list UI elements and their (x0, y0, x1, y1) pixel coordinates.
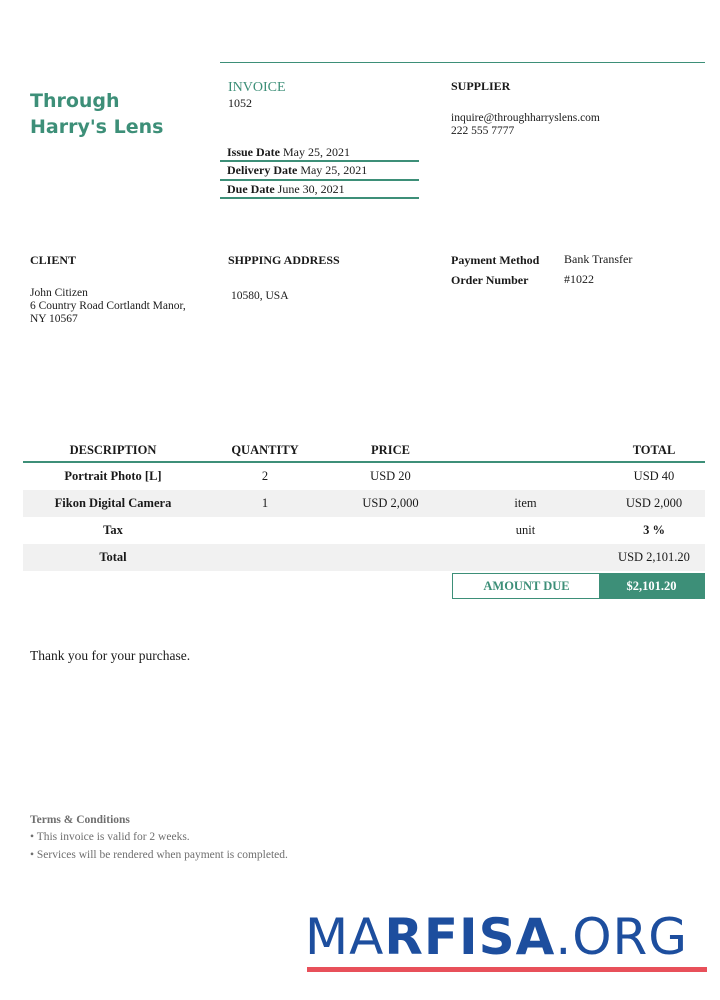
row-description: Tax (103, 523, 123, 537)
delivery-date-value: May 25, 2021 (300, 163, 368, 177)
order-number-value: #1022 (564, 272, 594, 286)
header-quantity: QUANTITY (231, 443, 299, 457)
terms-item: • Services will be rendered when payment is completed. (30, 849, 288, 861)
date-divider (220, 197, 419, 199)
header-description: DESCRIPTION (69, 443, 157, 457)
payment-method-label: Payment Method (451, 253, 540, 267)
supplier-email: inquire@throughharryslens.com (451, 112, 600, 124)
row-description: Fikon Digital Camera (54, 496, 172, 510)
row-quantity: 1 (261, 496, 269, 510)
header-price: PRICE (371, 443, 410, 457)
row-description: Total (99, 550, 127, 564)
client-name: John Citizen (30, 287, 88, 299)
company-name: Through Harry's Lens (30, 90, 164, 138)
amount-due-box (452, 573, 705, 599)
due-date-row (221, 180, 418, 198)
issue-date-value: May 25, 2021 (283, 145, 350, 159)
client-address-line2: NY 10567 (30, 313, 78, 325)
terms-item: • This invoice is valid for 2 weeks. (30, 831, 190, 843)
logo-text-part3: .ORG (555, 908, 689, 966)
row-description: Portrait Photo [L] (64, 469, 162, 483)
amount-due-label: AMOUNT DUE (483, 579, 570, 593)
header-total: TOTAL (632, 443, 676, 457)
logo-text-part2: RFISA (384, 908, 556, 966)
items-table (23, 439, 705, 571)
row-total: USD 2,101.20 (618, 550, 690, 564)
payment-method-value: Bank Transfer (564, 252, 633, 266)
thank-you-note: Thank you for your purchase. (30, 648, 191, 663)
logo-text (305, 910, 709, 964)
issue-date-row (221, 143, 418, 161)
row-quantity: 2 (261, 469, 269, 483)
logo-underline (307, 967, 707, 972)
table-row (23, 490, 705, 517)
client-title: CLIENT (30, 253, 77, 267)
row-total: 3 % (643, 523, 665, 537)
order-number-label: Order Number (451, 273, 529, 287)
row-total: USD 40 (633, 469, 675, 483)
due-date-label: Due Date (227, 182, 275, 196)
table-header (23, 439, 705, 463)
client-address-line1: 6 Country Road Cortlandt Manor, (30, 300, 186, 312)
amount-due-value: $2,101.20 (599, 574, 704, 598)
logo-text-part1: MA (305, 908, 385, 966)
supplier-title: SUPPLIER (451, 79, 511, 93)
row-price: USD 2,000 (362, 496, 419, 510)
issue-date-label: Issue Date (227, 145, 280, 159)
row-unit: item (514, 496, 537, 510)
delivery-date-label: Delivery Date (227, 163, 298, 177)
header-rule (220, 62, 705, 63)
marfisa-logo (305, 910, 709, 974)
shipping-address: 10580, USA (231, 290, 289, 302)
due-date-value: June 30, 2021 (277, 182, 345, 196)
row-total: USD 2,000 (625, 496, 683, 510)
supplier-phone: 222 555 7777 (451, 125, 515, 137)
invoice-label: INVOICE (228, 80, 286, 95)
shipping-title: SHPPING ADDRESS (228, 253, 340, 267)
table-row (23, 544, 705, 571)
row-unit: unit (515, 523, 536, 537)
terms-title: Terms & Conditions (30, 814, 130, 826)
invoice-number: 1052 (228, 96, 252, 110)
delivery-date-row (221, 161, 418, 179)
table-row (23, 517, 705, 544)
row-price: USD 20 (370, 469, 411, 483)
table-row (23, 463, 705, 490)
